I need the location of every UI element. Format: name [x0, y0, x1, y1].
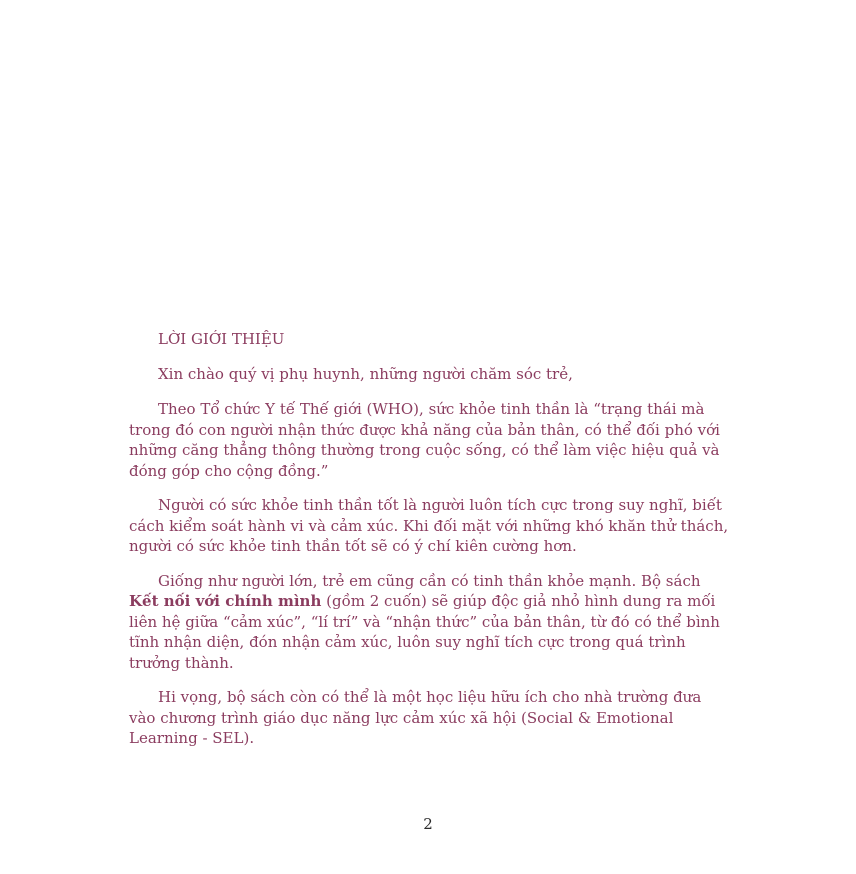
paragraph-good-mental-health: Người có sức khỏe tinh thần tốt là người luôn tích cực trong suy nghĩ, biết cách kiểm soát hành vi và cảm xúc. Khi đối mặt với những khó khăn thử thách, người có sức khỏe tinh thần tốt sẽ có ý chí kiên cường hơn.: [129, 496, 729, 555]
paragraph-book-description-end: (gồm 2 cuốn) sẽ giúp độc giả nhỏ hình dung ra mối liên hệ giữa “cảm xúc”, “lí trí” và “nhận thức” của bản thân, từ đó có thể bình tĩnh nhận diện, đón nhận cảm xúc, luôn suy nghĩ tích cực trong quá trình trưởng thành.: [129, 592, 720, 672]
paragraph-hope: Hi vọng, bộ sách còn có thể là một học liệu hữu ích cho nhà trường đưa vào chương trình giáo dục năng lực cảm xúc xã hội (Social & Emotional Learning - SEL).: [129, 688, 702, 747]
page-number: 2: [423, 815, 433, 833]
greeting-paragraph: Xin chào quý vị phụ huynh, những người chăm sóc trẻ,: [158, 364, 573, 383]
paragraph-book-description-start: Giống như người lớn, trẻ em cũng cần có tinh thần khỏe mạnh. Bộ sách: [158, 571, 701, 590]
section-heading: LỜI GIỚI THIỆU: [158, 330, 285, 348]
introduction-text: [129, 329, 729, 763]
paragraph-book-description: [129, 571, 729, 674]
paragraph-who-definition: Theo Tổ chức Y tế Thế giới (WHO), sức khỏe tinh thần là “trạng thái mà trong đó con người nhận thức được khả năng của bản thân, có thể đối phó với những căng thẳng thông thường trong cuộc sống, có thể làm việc hiệu quả và đóng góp cho cộng đồng.”: [129, 400, 720, 480]
book-title: Kết nối với chính mình: [129, 592, 322, 610]
